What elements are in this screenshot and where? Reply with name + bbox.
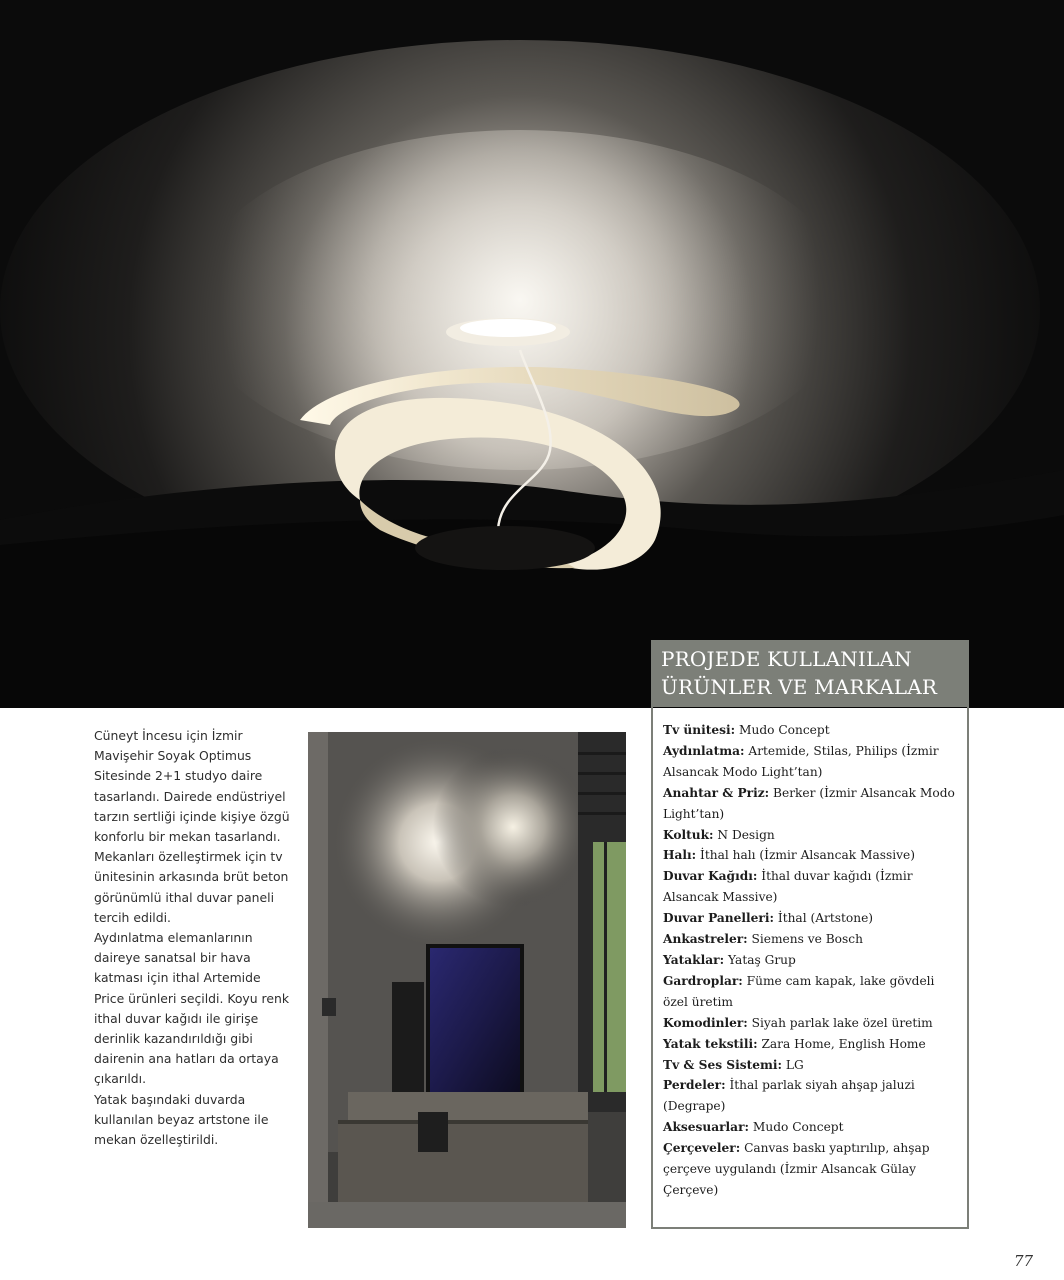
product-label: Aksesuarlar: <box>663 1120 750 1135</box>
product-value: Artemide, Stilas, Philips (İzmir Alsancak Modo Light’tan) <box>663 743 939 779</box>
list-item <box>663 1117 959 1138</box>
product-value: LG <box>782 1057 804 1072</box>
product-label: Komodinler: <box>663 1015 748 1030</box>
list-item <box>663 720 959 741</box>
product-value: İthal (Artstone) <box>774 911 874 926</box>
product-label: Koltuk: <box>663 827 714 842</box>
list-item <box>663 1013 959 1034</box>
list-item <box>663 950 959 971</box>
product-label: Tv & Ses Sistemi: <box>663 1057 783 1072</box>
product-value: N Design <box>713 827 775 842</box>
list-item <box>663 929 959 950</box>
products-header <box>651 640 969 707</box>
product-value: Canvas baskı yaptırılıp, ahşap çerçeve uygulandı (İzmir Alsancak Gülay Çerçeve) <box>663 1141 930 1197</box>
intro-text <box>94 726 290 1150</box>
list-item <box>663 1138 959 1201</box>
products-title-line2: ÜRÜNLER VE MARKALAR <box>661 675 938 699</box>
list-item <box>663 845 959 866</box>
list-item <box>663 1055 959 1076</box>
product-value: İthal parlak siyah ahşap jaluzi (Degrape) <box>663 1078 915 1114</box>
list-item <box>663 1075 959 1117</box>
product-label: Aydınlatma: <box>663 743 745 758</box>
product-value: İthal halı (İzmir Alsancak Massive) <box>696 848 915 863</box>
product-label: Ankastreler: <box>663 932 748 947</box>
list-item <box>663 908 959 929</box>
product-value: Füme cam kapak, lake gövdeli özel üretim <box>663 973 935 1009</box>
list-item <box>663 783 959 825</box>
room-photo <box>308 732 626 1228</box>
product-label: Çerçeveler: <box>663 1141 741 1156</box>
intro-paragraph: Cüneyt İncesu için İzmir Mavişehir Soyak Optimus Sitesinde 2+1 studyo daire tasarlandı. Dairede endüstriyel tarzın sertliği içinde kişiye özgü konforlu bir mekan tasarlandı. Mekanları özelleştirmek için tv ünitesinin arkasında brüt beton görünümlü ithal duvar paneli tercih edildi. <box>94 728 290 925</box>
products-list <box>663 720 959 1201</box>
intro-paragraph: Aydınlatma elemanlarının daireye sanatsal bir hava katması için ithal Artemide Price ürünleri seçildi. Koyu renk ithal duvar kağıdı ile girişe derinlik kazandırıldığı gibi dairenin ana hatları da ortaya çıkarıldı. <box>94 930 290 1087</box>
product-value: Siyah parlak lake özel üretim <box>747 1015 933 1030</box>
list-item <box>663 971 959 1013</box>
product-label: Duvar Kağıdı: <box>663 869 758 884</box>
product-label: Tv ünitesi: <box>663 723 736 737</box>
product-label: Duvar Panelleri: <box>663 911 774 926</box>
intro-paragraph: Yatak başındaki duvarda kullanılan beyaz artstone ile mekan özelleştirildi. <box>94 1091 269 1148</box>
product-label: Yataklar: <box>663 952 725 967</box>
product-value: Mudo Concept <box>735 723 830 737</box>
products-title-line1: PROJEDE KULLANILAN <box>661 647 912 671</box>
product-value: Siemens ve Bosch <box>747 932 863 947</box>
tv-unit-room-photo-icon <box>308 732 626 1228</box>
product-value: Berker (İzmir Alsancak Modo Light’tan) <box>663 785 955 821</box>
product-label: Halı: <box>663 848 697 863</box>
list-item <box>663 866 959 908</box>
products-box <box>651 707 969 1229</box>
product-value: Zara Home, English Home <box>757 1036 926 1051</box>
product-label: Anahtar & Priz: <box>663 785 770 800</box>
page-number: 77 <box>1014 1252 1034 1270</box>
list-item <box>663 1034 959 1055</box>
list-item <box>663 825 959 846</box>
product-value: İthal duvar kağıdı (İzmir Alsancak Massive) <box>663 869 913 905</box>
product-label: Perdeler: <box>663 1078 726 1093</box>
product-value: Mudo Concept <box>749 1120 844 1135</box>
product-label: Gardroplar: <box>663 973 743 988</box>
product-label: Yatak tekstili: <box>663 1036 758 1051</box>
product-value: Yataş Grup <box>724 952 796 967</box>
list-item <box>663 741 959 783</box>
